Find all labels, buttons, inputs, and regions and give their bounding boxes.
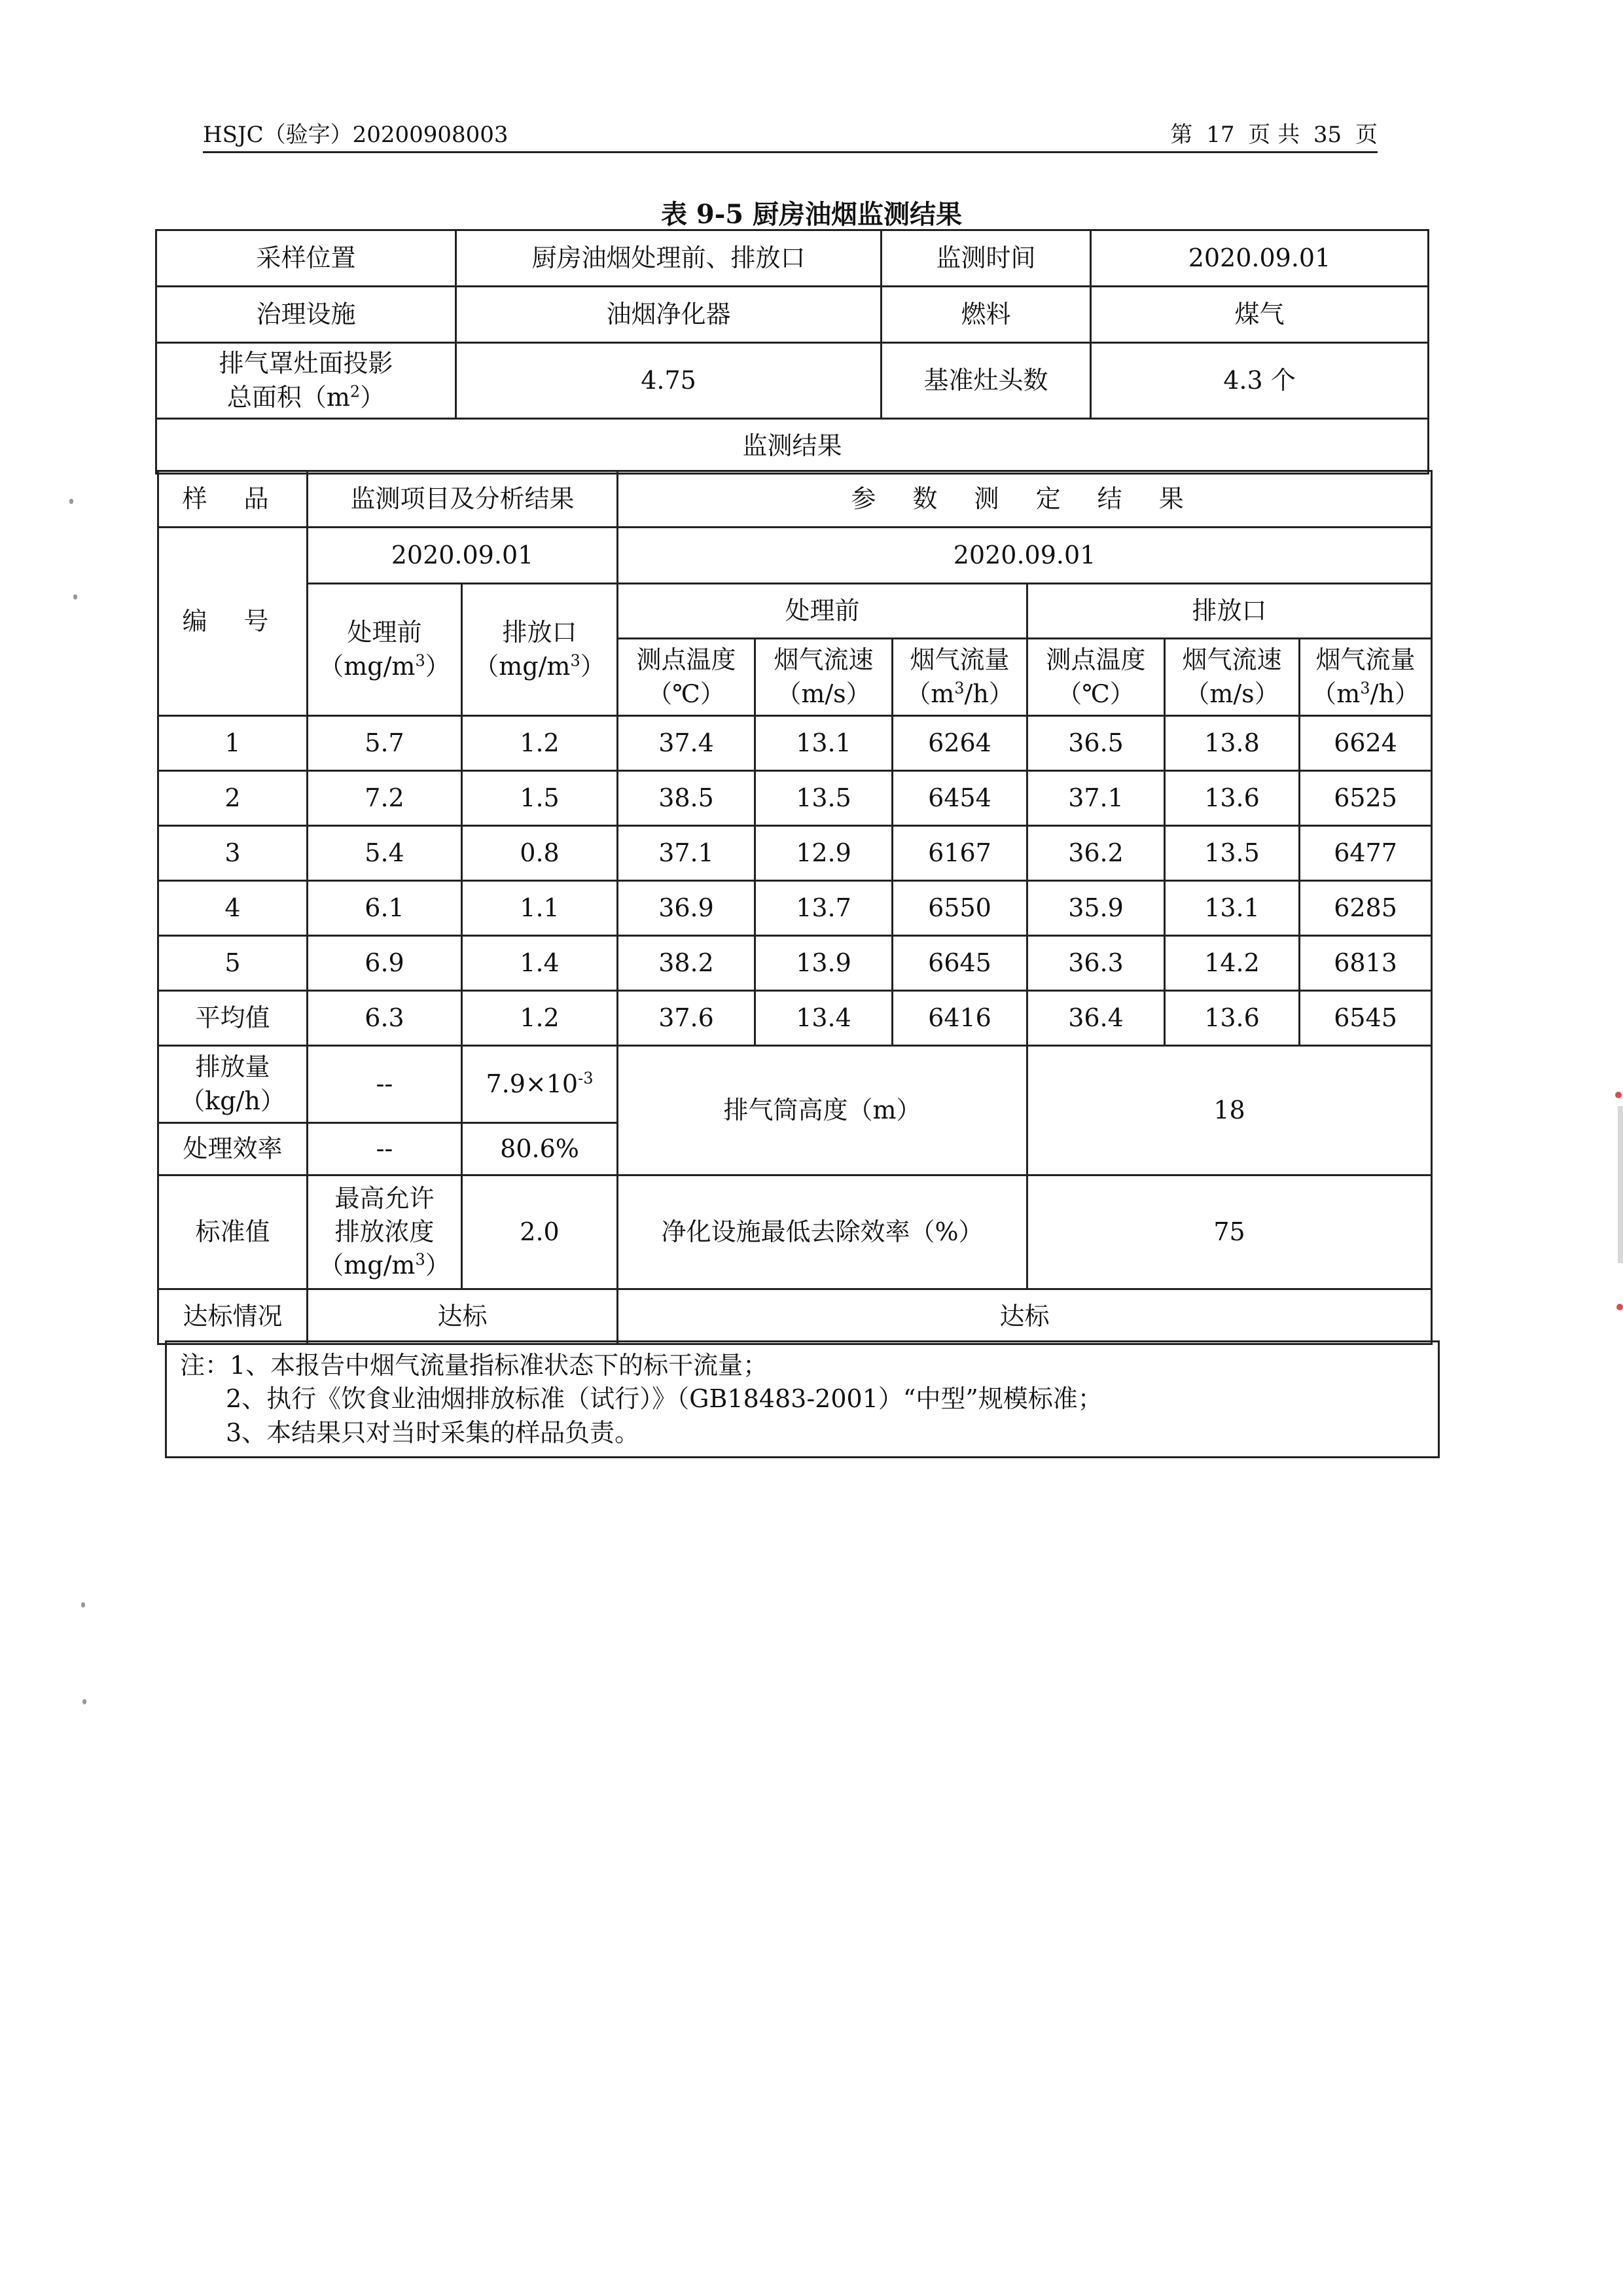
conc-outlet-header [462,584,618,716]
velocity-outlet-cell: 13.1 [1165,881,1300,936]
emission-outlet [462,1046,618,1123]
conc-unit-end: ） [425,651,450,681]
flow-unit-sup: 3 [954,678,965,697]
max-conc-unit: （mg/m [319,1251,416,1280]
standard-label: 标准值 [158,1175,308,1289]
velocity-header-outlet [1165,639,1300,716]
conc-unit-sup: 3 [415,651,425,670]
results-table [157,470,1433,1345]
velocity-before-cell: 13.7 [755,881,893,936]
flow-unit-text: （m [906,679,955,708]
conc-before-cell: 5.7 [308,716,462,771]
velocity-outlet-cell: 13.6 [1165,771,1300,826]
temp-outlet-cell: 36.3 [1027,936,1165,991]
notes-box [165,1340,1440,1458]
velocity-header-before [755,639,893,716]
flow-outlet-cell: 6525 [1300,771,1432,826]
max-conc-line2: 排放浓度 [334,1217,435,1246]
flow-header-outlet [1300,639,1432,716]
burner-value: 4.3 个 [1091,343,1429,419]
flow-header-before [893,639,1027,716]
flow-outlet-cell: 6285 [1300,881,1432,936]
row-id: 平均值 [158,991,308,1046]
scan-speck [69,499,73,504]
conc-unit-text: （mg/m [474,651,571,681]
velocity-unit: （m/s） [1185,679,1279,708]
facility-label: 治理设施 [156,287,456,343]
scan-speck [82,1699,86,1704]
temp-before-cell: 38.2 [618,936,755,991]
note-line-3: 3、本结果只对当时采集的样品负责。 [226,1418,640,1447]
temp-label: 测点温度 [636,645,736,675]
scan-speck [73,594,77,600]
facility-value: 油烟净化器 [456,287,882,343]
compliance-left: 达标 [308,1289,618,1344]
stack-height-value: 18 [1027,1046,1432,1175]
temp-outlet-cell: 36.5 [1027,716,1165,771]
velocity-outlet-cell: 14.2 [1165,936,1300,991]
efficiency-outlet: 80.6% [462,1123,618,1175]
velocity-label: 烟气流速 [1182,645,1282,675]
fuel-value: 煤气 [1091,287,1429,343]
monitoring-time-label: 监测时间 [882,230,1091,287]
conc-before-cell: 6.1 [308,881,462,936]
page-header [203,117,1378,153]
conc-outlet-cell: 1.2 [462,991,618,1046]
table-row [158,771,1432,826]
scan-speck [1615,1092,1622,1098]
temp-header-outlet [1027,639,1165,716]
results-heading: 监测结果 [156,419,1429,474]
flow-unit-sup: 3 [1360,678,1370,697]
max-conc-end: ） [425,1251,450,1280]
note-line-2: 2、执行《饮食业油烟排放标准（试行）》（GB18483-2001）“中型”规模标准； [226,1384,1103,1414]
scan-speck [1616,1304,1623,1310]
conc-unit-end: ） [580,651,605,681]
sampling-location-label: 采样位置 [156,230,456,287]
flow-unit [1304,677,1427,711]
scan-speck [81,1602,85,1607]
stack-height-label: 排气筒高度（m） [618,1046,1027,1175]
compliance-right: 达标 [618,1289,1432,1344]
note-line-1: 注：1、本报告中烟气流量指标准状态下的标干流量； [180,1351,768,1380]
flow-unit-end: /h） [964,679,1014,708]
flow-before-cell: 6454 [893,771,1027,826]
max-conc-line3 [312,1249,457,1282]
flow-outlet-cell: 6813 [1300,936,1432,991]
flow-outlet-cell: 6477 [1300,826,1432,881]
row-id: 2 [158,771,308,826]
temp-outlet-cell: 35.9 [1027,881,1165,936]
table-row [158,881,1432,936]
conc-before-label: 处理前 [347,618,422,647]
velocity-before-cell: 13.9 [755,936,893,991]
conc-before-header [308,584,462,716]
velocity-before-cell: 12.9 [755,826,893,881]
emission-label [158,1046,308,1123]
temp-unit: （℃） [647,679,725,708]
area-label [156,343,456,419]
conc-outlet-label: 排放口 [502,618,577,647]
area-label-text: 总面积（m [226,382,350,412]
conc-before-cell: 6.3 [308,991,462,1046]
scan-edge-shadow [1618,1106,1623,1263]
page-indicator [1164,117,1378,149]
flow-outlet-cell: 6545 [1300,991,1432,1046]
min-removal-label: 净化设施最低去除效率（%） [618,1175,1027,1289]
notes-cell [166,1342,1439,1458]
table-row [158,826,1432,881]
table-title: 表 9-5 厨房油烟监测结果 [660,199,963,230]
conc-before-unit [312,650,457,683]
max-conc-sup: 3 [415,1250,425,1269]
flow-before-cell: 6550 [893,881,1027,936]
conc-unit-sup: 3 [570,651,580,670]
conc-outlet-cell: 1.1 [462,881,618,936]
params-date: 2020.09.01 [618,528,1432,584]
area-value: 4.75 [456,343,882,419]
flow-unit-text: （m [1311,679,1361,708]
flow-before-cell: 6645 [893,936,1027,991]
analysis-label: 监测项目及分析结果 [308,471,618,528]
outlet-group-header: 排放口 [1027,584,1432,639]
sample-label: 样 品 [158,471,308,528]
flow-before-cell: 6416 [893,991,1027,1046]
table-row [158,936,1432,991]
area-label-sup: 2 [349,382,361,401]
page-total: 35 [1313,122,1342,148]
flow-unit-end: /h） [1370,679,1419,708]
flow-before-cell: 6264 [893,716,1027,771]
area-label-end: ） [360,382,385,412]
info-table [155,229,1429,475]
emission-outlet-sup: -3 [578,1069,594,1088]
efficiency-before: -- [308,1123,462,1175]
flow-outlet-cell: 6624 [1300,716,1432,771]
max-conc-line1: 最高允许 [334,1183,435,1213]
velocity-before-cell: 13.5 [755,771,893,826]
flow-before-cell: 6167 [893,826,1027,881]
velocity-outlet-cell: 13.6 [1165,991,1300,1046]
conc-outlet-unit [467,650,613,683]
conc-outlet-cell: 1.5 [462,771,618,826]
temp-outlet-cell: 37.1 [1027,771,1165,826]
emission-label-line2: （kg/h） [180,1086,285,1115]
temp-label: 测点温度 [1046,645,1146,675]
velocity-label: 烟气流速 [774,645,874,675]
monitoring-time-value: 2020.09.01 [1091,230,1429,287]
temp-before-cell: 37.6 [618,991,755,1046]
page-end: 页 [1355,122,1378,148]
page-word: 第 [1170,122,1193,148]
temp-outlet-cell: 36.2 [1027,826,1165,881]
analysis-date: 2020.09.01 [308,528,618,584]
max-conc-value: 2.0 [462,1175,618,1289]
row-id: 4 [158,881,308,936]
max-conc-label [308,1175,462,1289]
row-id: 5 [158,936,308,991]
id-label: 编 号 [158,528,308,716]
flow-label: 烟气流量 [1315,645,1416,675]
velocity-outlet-cell: 13.8 [1165,716,1300,771]
conc-outlet-cell: 0.8 [462,826,618,881]
average-row [158,991,1432,1046]
flow-unit [897,677,1022,711]
flow-label: 烟气流量 [910,645,1010,675]
emission-label-line1: 排放量 [195,1052,270,1082]
fuel-label: 燃料 [882,287,1091,343]
temp-before-cell: 37.4 [618,716,755,771]
row-id: 1 [158,716,308,771]
emission-before: -- [308,1046,462,1123]
temp-unit: （℃） [1057,679,1135,708]
temp-before-cell: 37.1 [618,826,755,881]
velocity-outlet-cell: 13.5 [1165,826,1300,881]
burner-label: 基准灶头数 [882,343,1091,419]
conc-before-cell: 7.2 [308,771,462,826]
params-label: 参 数 测 定 结 果 [618,471,1432,528]
area-label-line1: 排气罩灶面投影 [219,349,393,378]
page-mid: 页 共 [1248,122,1300,148]
velocity-before-cell: 13.1 [755,716,893,771]
area-label-line2 [161,381,451,414]
min-removal-value: 75 [1027,1175,1432,1289]
before-group-header: 处理前 [618,584,1027,639]
conc-before-cell: 6.9 [308,936,462,991]
compliance-label: 达标情况 [158,1289,308,1344]
conc-outlet-cell: 1.2 [462,716,618,771]
temp-header-before [618,639,755,716]
conc-outlet-cell: 1.4 [462,936,618,991]
table-row [158,716,1432,771]
velocity-unit: （m/s） [776,679,871,708]
efficiency-label: 处理效率 [158,1123,308,1175]
emission-outlet-base: 7.9×10 [486,1069,579,1098]
conc-before-cell: 5.4 [308,826,462,881]
temp-outlet-cell: 36.4 [1027,991,1165,1046]
conc-unit-text: （mg/m [319,651,416,681]
velocity-before-cell: 13.4 [755,991,893,1046]
temp-before-cell: 36.9 [618,881,755,936]
page-current: 17 [1206,122,1235,148]
temp-before-cell: 38.5 [618,771,755,826]
report-number: HSJC（验字）20200908003 [203,122,508,148]
row-id: 3 [158,826,308,881]
sampling-location-value: 厨房油烟处理前、排放口 [456,230,882,287]
